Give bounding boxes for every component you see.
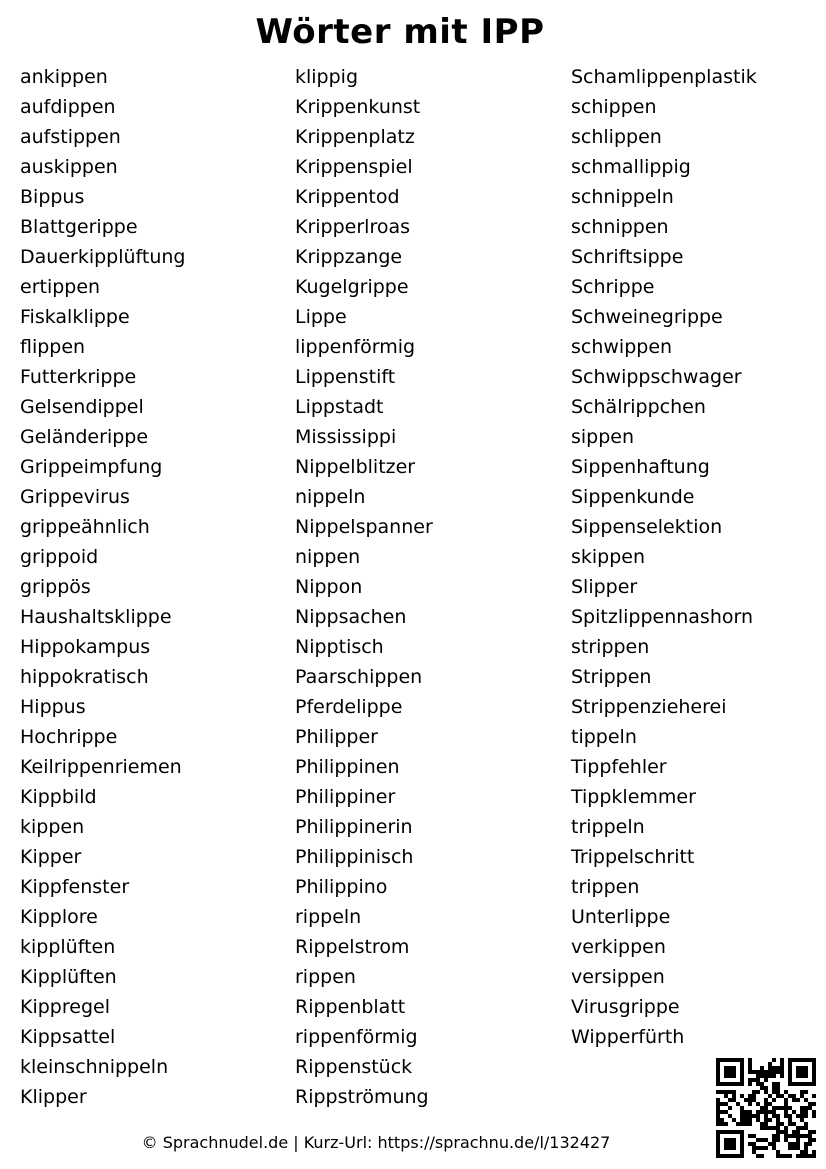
- word-item: rippenförmig: [295, 1026, 418, 1048]
- word-item: rippen: [295, 966, 356, 988]
- word-item: Philippino: [295, 876, 388, 898]
- word-item: nippen: [295, 546, 361, 568]
- word-item: Bippus: [20, 186, 85, 208]
- word-item: Nipptisch: [295, 636, 384, 658]
- word-item: Schweinegrippe: [571, 306, 723, 328]
- word-item: Kipper: [20, 846, 82, 868]
- footer-text: © Sprachnudel.de | Kurz-Url: https://sprachnu.de/l/132427: [141, 1133, 611, 1152]
- word-item: Philipper: [295, 726, 378, 748]
- word-item: Hippus: [20, 696, 86, 718]
- word-item: ertippen: [20, 276, 101, 298]
- word-item: Kippregel: [20, 996, 110, 1018]
- word-item: Haushaltsklippe: [20, 606, 172, 628]
- word-item: Hippokampus: [20, 636, 151, 658]
- word-column-2: [295, 62, 433, 1112]
- word-item: schlippen: [571, 126, 662, 148]
- word-item: Schälrippchen: [571, 396, 706, 418]
- word-item: Paarschippen: [295, 666, 423, 688]
- word-item: Schwippschwager: [571, 366, 742, 388]
- word-item: Grippevirus: [20, 486, 130, 508]
- word-item: kleinschnippeln: [20, 1056, 169, 1078]
- word-item: Krippentod: [295, 186, 400, 208]
- word-item: Wipperfürth: [571, 1026, 685, 1048]
- word-item: Kippsattel: [20, 1026, 116, 1048]
- word-item: Slipper: [571, 576, 638, 598]
- word-item: nippeln: [295, 486, 366, 508]
- word-item: trippeln: [571, 816, 645, 838]
- word-item: aufdippen: [20, 96, 116, 118]
- word-item: Schamlippenplastik: [571, 66, 757, 88]
- word-item: Pferdelippe: [295, 696, 403, 718]
- word-item: Rippenstück: [295, 1056, 413, 1078]
- word-item: Sippenselektion: [571, 516, 723, 538]
- word-item: grippös: [20, 576, 91, 598]
- word-item: schwippen: [571, 336, 673, 358]
- word-item: verkippen: [571, 936, 666, 958]
- word-item: Philippinisch: [295, 846, 414, 868]
- word-item: Krippenplatz: [295, 126, 415, 148]
- word-item: Hochrippe: [20, 726, 118, 748]
- word-column-3: [571, 62, 757, 1052]
- word-item: hippokratisch: [20, 666, 149, 688]
- word-item: Kippfenster: [20, 876, 130, 898]
- word-item: Klipper: [20, 1086, 87, 1108]
- word-item: schippen: [571, 96, 657, 118]
- qr-code-icon: [716, 1058, 816, 1158]
- word-item: Kugelgrippe: [295, 276, 409, 298]
- word-item: tippeln: [571, 726, 637, 748]
- word-item: kippen: [20, 816, 85, 838]
- word-item: Tippfehler: [571, 756, 667, 778]
- word-item: Philippinen: [295, 756, 400, 778]
- word-item: Kipplüften: [20, 966, 117, 988]
- word-item: Lippstadt: [295, 396, 384, 418]
- word-item: auskippen: [20, 156, 118, 178]
- word-item: Philippiner: [295, 786, 396, 808]
- word-item: Rippenblatt: [295, 996, 406, 1018]
- word-item: Lippe: [295, 306, 347, 328]
- word-item: Nippsachen: [295, 606, 407, 628]
- word-item: Keilrippenriemen: [20, 756, 182, 778]
- word-item: Futterkrippe: [20, 366, 137, 388]
- word-item: Krippenspiel: [295, 156, 413, 178]
- word-item: flippen: [20, 336, 86, 358]
- word-item: lippenförmig: [295, 336, 416, 358]
- word-item: grippeähnlich: [20, 516, 150, 538]
- word-item: Nippelspanner: [295, 516, 433, 538]
- word-item: Schrippe: [571, 276, 655, 298]
- word-item: versippen: [571, 966, 665, 988]
- word-item: Grippeimpfung: [20, 456, 163, 478]
- word-item: schnippen: [571, 216, 669, 238]
- word-item: grippoid: [20, 546, 99, 568]
- word-item: Krippenkunst: [295, 96, 421, 118]
- word-item: skippen: [571, 546, 646, 568]
- word-item: Trippelschritt: [571, 846, 695, 868]
- word-item: Tippklemmer: [571, 786, 696, 808]
- word-item: Lippenstift: [295, 366, 396, 388]
- word-item: Schriftsippe: [571, 246, 684, 268]
- page-title: Wörter mit IPP: [255, 12, 545, 52]
- word-item: Kippbild: [20, 786, 97, 808]
- word-item: schnippeln: [571, 186, 674, 208]
- word-item: strippen: [571, 636, 650, 658]
- word-item: kipplüften: [20, 936, 116, 958]
- word-item: Sippenhaftung: [571, 456, 710, 478]
- word-item: Kripperlroas: [295, 216, 411, 238]
- word-item: Nippelblitzer: [295, 456, 416, 478]
- word-item: schmallippig: [571, 156, 691, 178]
- word-item: Geländerippe: [20, 426, 149, 448]
- word-item: Dauerkipplüftung: [20, 246, 186, 268]
- word-item: trippen: [571, 876, 640, 898]
- word-item: Kipplore: [20, 906, 98, 928]
- word-item: Rippelstrom: [295, 936, 410, 958]
- word-item: Fiskalklippe: [20, 306, 130, 328]
- word-item: ankippen: [20, 66, 108, 88]
- word-item: Rippströmung: [295, 1086, 429, 1108]
- word-item: Nippon: [295, 576, 363, 598]
- word-item: klippig: [295, 66, 359, 88]
- word-item: Spitzlippennashorn: [571, 606, 754, 628]
- word-item: Blattgerippe: [20, 216, 138, 238]
- word-item: sippen: [571, 426, 635, 448]
- word-item: Gelsendippel: [20, 396, 144, 418]
- word-item: aufstippen: [20, 126, 121, 148]
- word-item: Sippenkunde: [571, 486, 695, 508]
- word-item: Mississippi: [295, 426, 397, 448]
- word-item: Strippenzieherei: [571, 696, 727, 718]
- word-item: Unterlippe: [571, 906, 671, 928]
- word-item: Strippen: [571, 666, 652, 688]
- word-column-1: [20, 62, 186, 1112]
- word-item: rippeln: [295, 906, 362, 928]
- word-item: Krippzange: [295, 246, 403, 268]
- word-item: Virusgrippe: [571, 996, 680, 1018]
- word-item: Philippinerin: [295, 816, 413, 838]
